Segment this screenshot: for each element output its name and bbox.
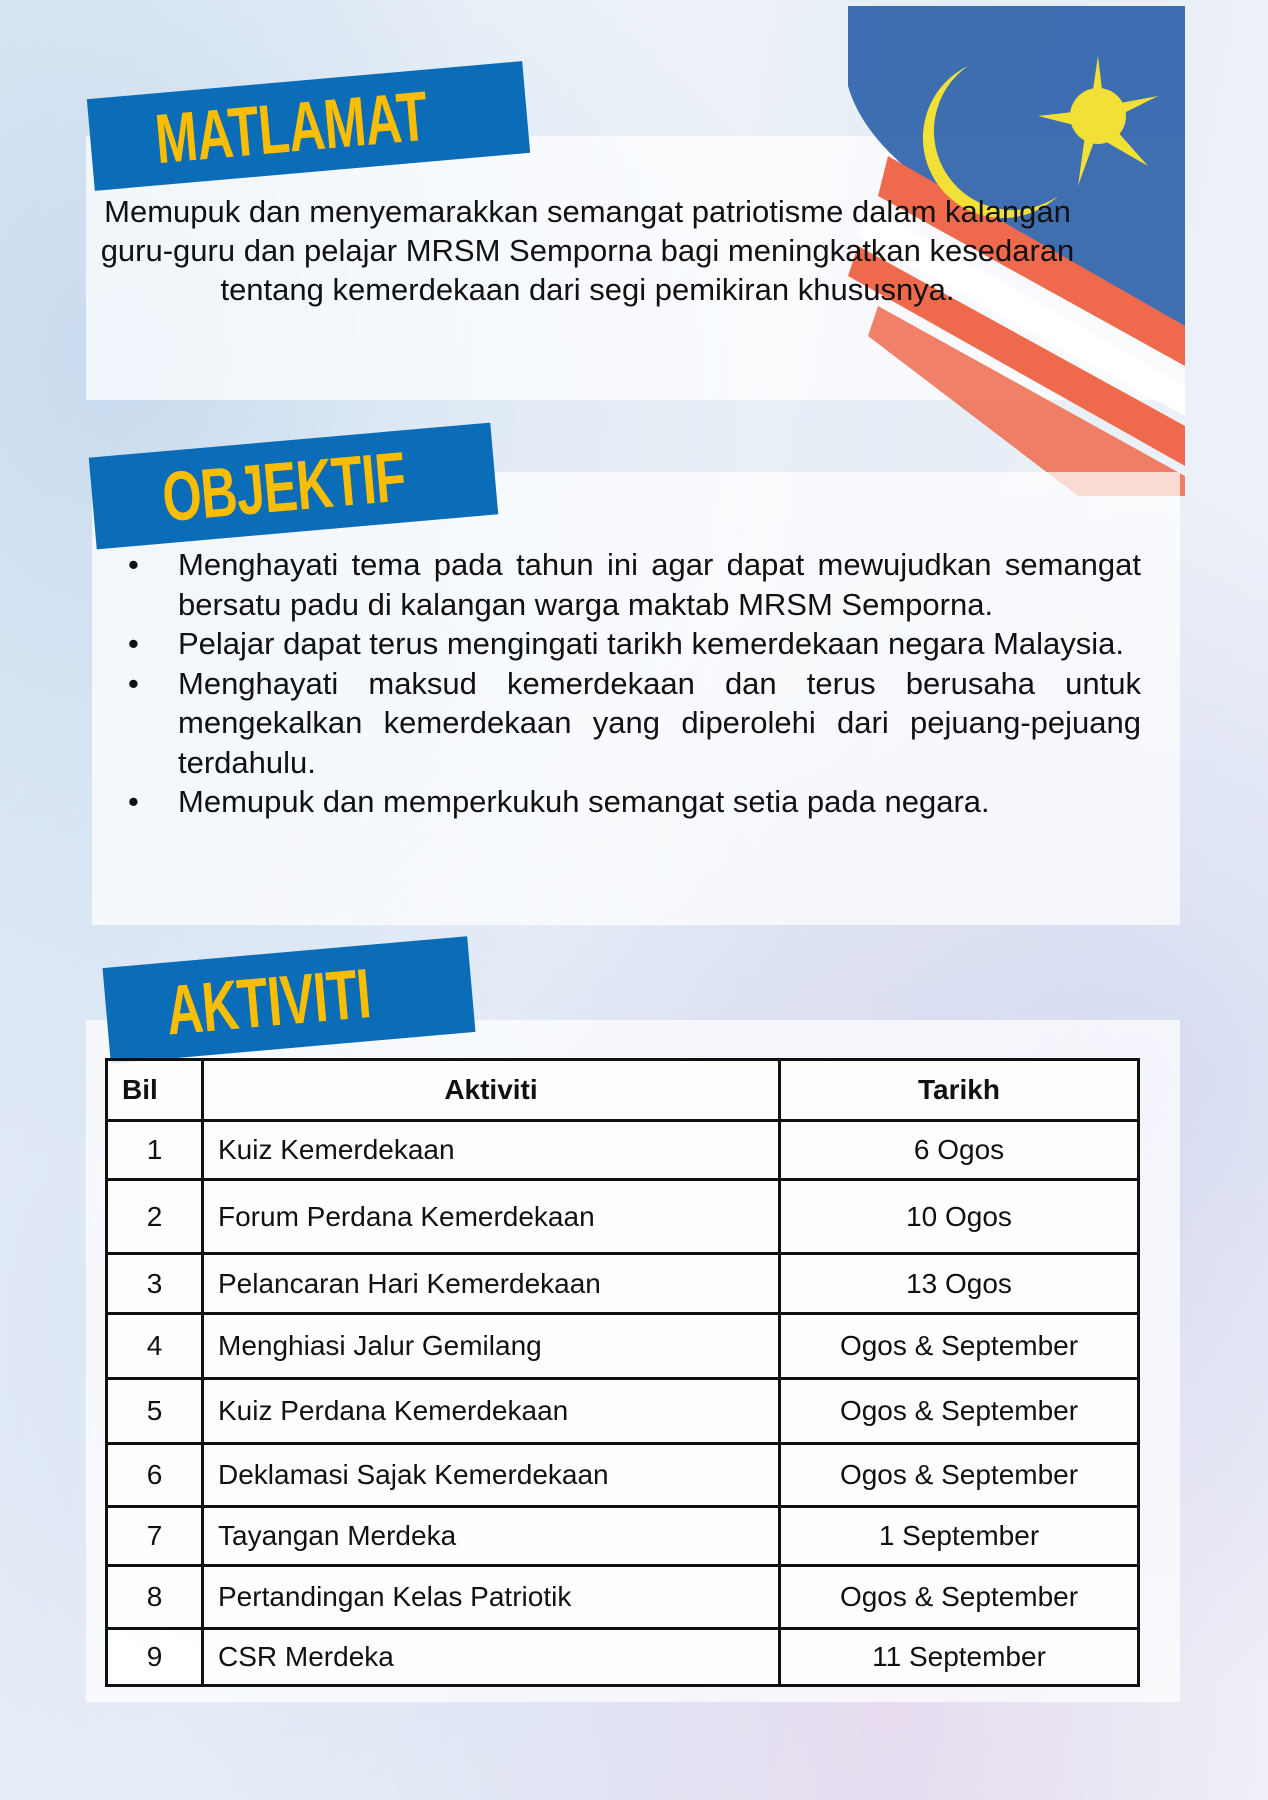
cell-tarikh: Ogos & September: [780, 1379, 1139, 1444]
aktiviti-title: AKTIVITI: [163, 954, 374, 1050]
cell-aktiviti: Forum Perdana Kemerdekaan: [203, 1180, 780, 1254]
cell-tarikh: 10 Ogos: [780, 1180, 1139, 1254]
cell-tarikh: 1 September: [780, 1507, 1139, 1566]
table-row: [107, 1379, 1139, 1444]
table-row: [107, 1507, 1139, 1566]
table-row: [107, 1254, 1139, 1314]
cell-tarikh: Ogos & September: [780, 1314, 1139, 1379]
matlamat-title: MATLAMAT: [152, 76, 431, 179]
objektif-item-text: Pelajar dapat terus mengingati tarikh kemerdekaan negara Malaysia.: [178, 626, 1125, 661]
table-header-row: [107, 1060, 1139, 1121]
cell-bil: 6: [107, 1444, 203, 1507]
objektif-item: • Menghayati tema pada tahun ini agar dapat mewujudkan semangat bersatu padu di kalangan warga maktab MRSM Semporna.: [128, 547, 1141, 622]
cell-bil: 7: [107, 1507, 203, 1566]
header-aktiviti: Aktiviti: [203, 1060, 780, 1121]
cell-tarikh: 13 Ogos: [780, 1254, 1139, 1314]
cell-tarikh: 6 Ogos: [780, 1121, 1139, 1180]
cell-bil: 2: [107, 1180, 203, 1254]
cell-aktiviti: CSR Merdeka: [203, 1629, 780, 1686]
objektif-title: OBJEKTIF: [159, 437, 409, 537]
table-row: [107, 1444, 1139, 1507]
cell-aktiviti: Menghiasi Jalur Gemilang: [203, 1314, 780, 1379]
cell-bil: 9: [107, 1629, 203, 1686]
header-tarikh: Tarikh: [780, 1060, 1139, 1121]
cell-aktiviti: Tayangan Merdeka: [203, 1507, 780, 1566]
objektif-item: • Menghayati maksud kemerdekaan dan terus berusaha untuk mengekalkan kemerdekaan yang diperolehi dari pejuang-pejuang terdahulu.: [128, 665, 1141, 780]
table-row: [107, 1566, 1139, 1629]
cell-tarikh: Ogos & September: [780, 1444, 1139, 1507]
table-row: [107, 1314, 1139, 1379]
header-bil: Bil: [107, 1060, 203, 1121]
cell-bil: 4: [107, 1314, 203, 1379]
cell-aktiviti: Pertandingan Kelas Patriotik: [203, 1566, 780, 1629]
objektif-item-text: Menghayati maksud kemerdekaan dan terus berusaha untuk mengekalkan kemerdekaan yang diperolehi dari pejuang-pejuang terdahulu.: [178, 665, 1141, 780]
objektif-item-text: Menghayati tema pada tahun ini agar dapat mewujudkan semangat bersatu padu di kalangan warga maktab MRSM Semporna.: [178, 547, 1141, 622]
objektif-item: • Memupuk dan memperkukuh semangat setia pada negara.: [128, 784, 990, 819]
objektif-list: [128, 545, 1141, 822]
cell-tarikh: Ogos & September: [780, 1566, 1139, 1629]
table-row: [107, 1121, 1139, 1180]
cell-bil: 3: [107, 1254, 203, 1314]
matlamat-text: Memupuk dan menyemarakkan semangat patriotisme dalam kalangan guru-guru dan pelajar MRSM Semporna bagi meningkatkan kesedaran tentang kemerdekaan dari segi pemikiran khususnya.: [100, 194, 1075, 307]
cell-bil: 5: [107, 1379, 203, 1444]
cell-aktiviti: Deklamasi Sajak Kemerdekaan: [203, 1444, 780, 1507]
table-row: [107, 1629, 1139, 1686]
cell-aktiviti: Pelancaran Hari Kemerdekaan: [203, 1254, 780, 1314]
table-row: [107, 1180, 1139, 1254]
cell-bil: 1: [107, 1121, 203, 1180]
cell-aktiviti: Kuiz Perdana Kemerdekaan: [203, 1379, 780, 1444]
cell-aktiviti: Kuiz Kemerdekaan: [203, 1121, 780, 1180]
objektif-item-text: Memupuk dan memperkukuh semangat setia pada negara.: [178, 784, 990, 819]
cell-tarikh: 11 September: [780, 1629, 1139, 1686]
cell-bil: 8: [107, 1566, 203, 1629]
aktiviti-table: [105, 1058, 1140, 1687]
objektif-item: • Pelajar dapat terus mengingati tarikh kemerdekaan negara Malaysia.: [128, 626, 1125, 661]
